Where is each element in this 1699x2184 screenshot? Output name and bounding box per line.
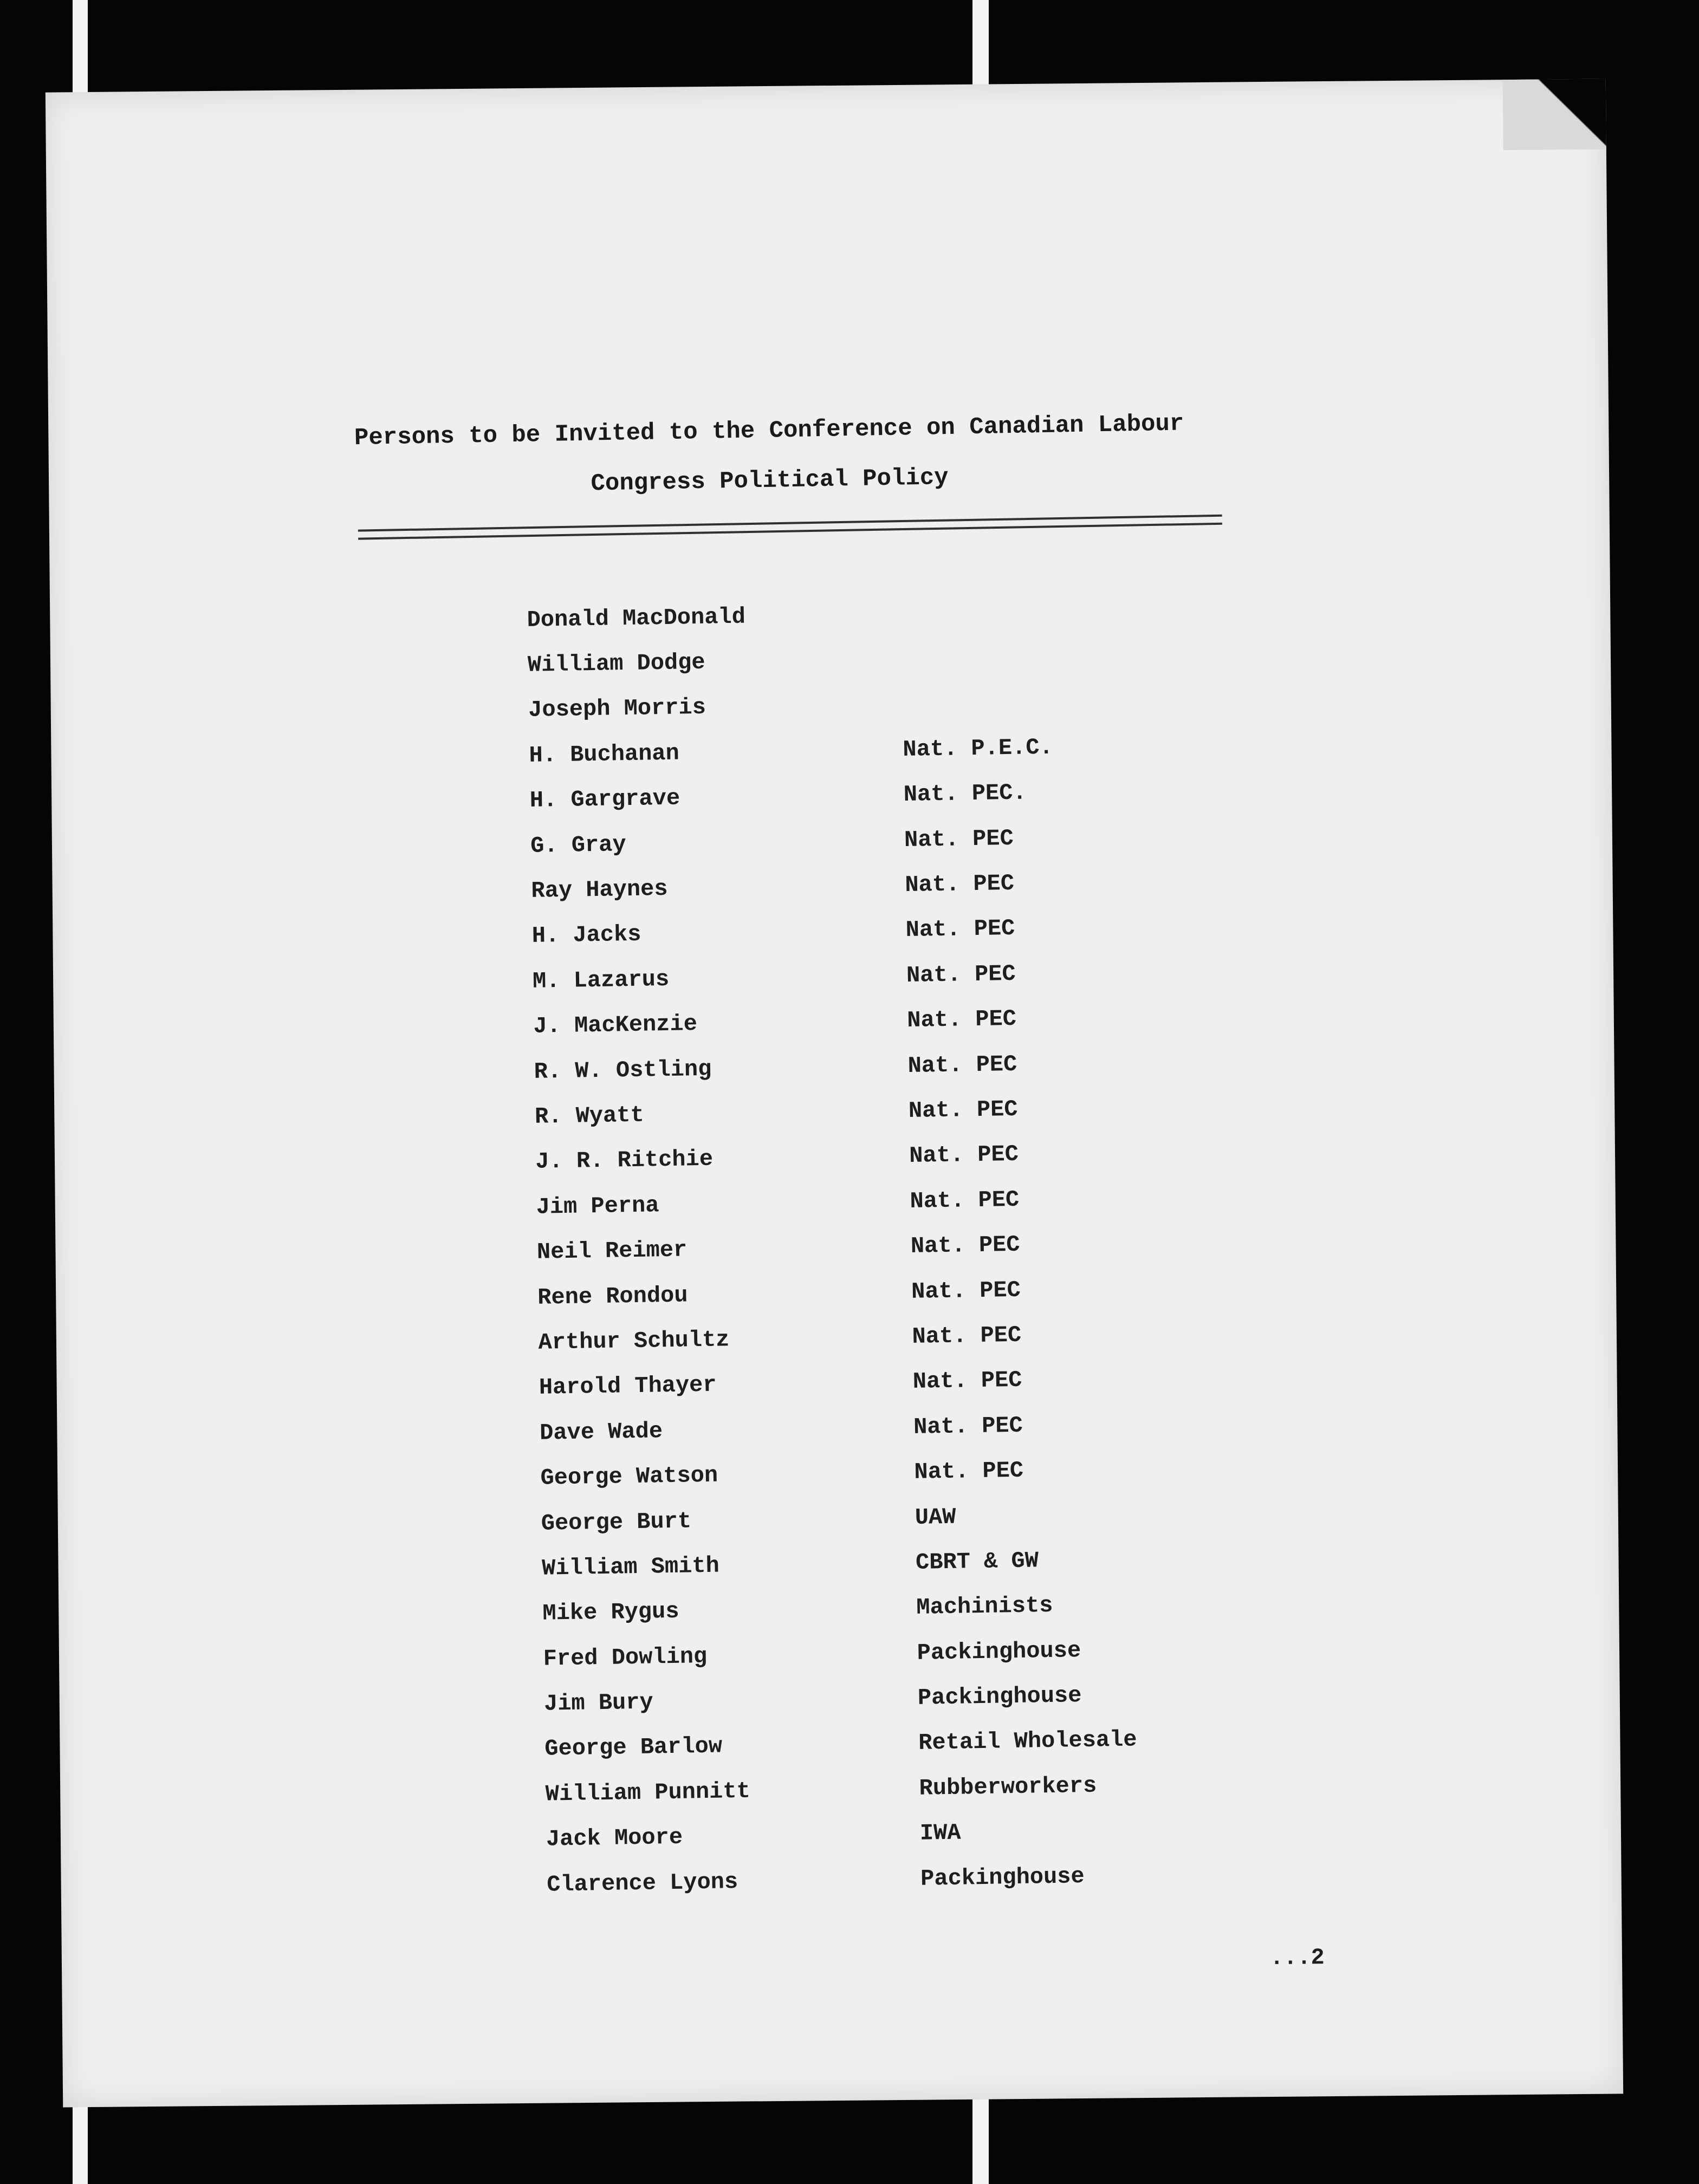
- invitee-name: Dave Wade: [539, 1418, 663, 1446]
- invitee-affiliation: Nat. PEC: [909, 1141, 1019, 1169]
- invitee-affiliation: Nat. PEC: [910, 1231, 1020, 1260]
- invitee-name: Mike Rygus: [542, 1598, 679, 1627]
- invitee-affiliation: Machinists: [916, 1592, 1053, 1621]
- title-line-1: Persons to be Invited to the Conference on Canadian Labour: [354, 410, 1184, 452]
- invitee-affiliation: Nat. P.E.C.: [903, 734, 1054, 763]
- invitee-name: Rene Rondou: [537, 1282, 688, 1311]
- invitee-name: G. Gray: [530, 831, 626, 859]
- document-title: [354, 397, 1276, 513]
- invitee-name: George Burt: [541, 1507, 692, 1537]
- invitee-name: Ray Haynes: [531, 875, 668, 904]
- folded-corner: [1503, 79, 1617, 151]
- invitee-affiliation: Nat. PEC: [905, 870, 1015, 899]
- invitee-name: Jim Bury: [543, 1689, 654, 1717]
- invitee-affiliation: Nat. PEC: [908, 1096, 1018, 1124]
- invitee-affiliation: Packinghouse: [920, 1863, 1085, 1892]
- invitee-affiliation: Nat. PEC: [907, 1051, 1017, 1079]
- title-underline: [358, 515, 1222, 540]
- invitee-name: H. Gargrave: [529, 785, 680, 814]
- invitee-affiliation: Nat. PEC: [913, 1412, 1023, 1440]
- invitee-affiliation: Nat. PEC: [912, 1367, 1022, 1395]
- invitee-name: H. Jacks: [531, 921, 641, 950]
- invitee-name: J. MacKenzie: [533, 1011, 698, 1040]
- invitee-name: Donald MacDonald: [527, 603, 746, 633]
- invitee-name: William Punnitt: [545, 1778, 751, 1808]
- invitee-affiliation: Nat. PEC: [906, 960, 1016, 989]
- invitee-name: M. Lazarus: [532, 966, 670, 994]
- invitee-affiliation: Nat. PEC: [912, 1322, 1022, 1350]
- invitee-affiliation: UAW: [915, 1504, 956, 1531]
- invitee-affiliation: Nat. PEC: [910, 1186, 1020, 1214]
- invitee-name: Clarence Lyons: [546, 1868, 738, 1898]
- invitee-name: Neil Reimer: [536, 1237, 688, 1265]
- invitee-name: Jack Moore: [546, 1824, 683, 1852]
- invitee-name: George Barlow: [544, 1733, 723, 1763]
- invitee-name: Arthur Schultz: [538, 1327, 730, 1356]
- invitee-name: R. Wyatt: [534, 1102, 645, 1130]
- invitee-affiliation: Nat. PEC: [904, 825, 1014, 853]
- invitee-affiliation: Retail Wholesale: [918, 1726, 1137, 1757]
- invitee-name: George Watson: [540, 1462, 718, 1491]
- invitee-name: H. Buchanan: [529, 740, 680, 769]
- invitee-name: Jim Perna: [536, 1192, 659, 1220]
- invitee-affiliation: Packinghouse: [917, 1682, 1082, 1711]
- invitee-affiliation: Nat. PEC: [906, 1006, 1017, 1034]
- invitee-affiliation: Packinghouse: [917, 1637, 1081, 1666]
- invitee-name: Harold Thayer: [539, 1372, 717, 1401]
- invitee-name: R. W. Ostling: [534, 1056, 712, 1085]
- paper-page: [46, 79, 1623, 2108]
- invitee-name: Joseph Morris: [528, 694, 706, 724]
- invitee-affiliation: Nat. PEC: [914, 1457, 1024, 1485]
- invitee-name: J. R. Ritchie: [535, 1146, 714, 1175]
- invitee-affiliation: CBRT & GW: [915, 1548, 1039, 1576]
- invitee-name: William Smith: [541, 1552, 720, 1582]
- invitee-affiliation: Nat. PEC: [911, 1277, 1021, 1305]
- invitee-affiliation: Nat. PEC.: [903, 779, 1027, 808]
- invitee-affiliation: IWA: [919, 1819, 961, 1847]
- invitee-list: [527, 586, 1306, 1907]
- invitee-name: Fred Dowling: [543, 1643, 708, 1672]
- invitee-affiliation: Nat. PEC: [905, 915, 1015, 944]
- continuation-marker: ...2: [1269, 1945, 1325, 1972]
- invitee-affiliation: Rubberworkers: [919, 1772, 1097, 1802]
- film-edge-strip: [972, 2091, 989, 2184]
- title-line-2: Congress Political Policy: [591, 464, 949, 498]
- invitee-name: William Dodge: [527, 649, 705, 678]
